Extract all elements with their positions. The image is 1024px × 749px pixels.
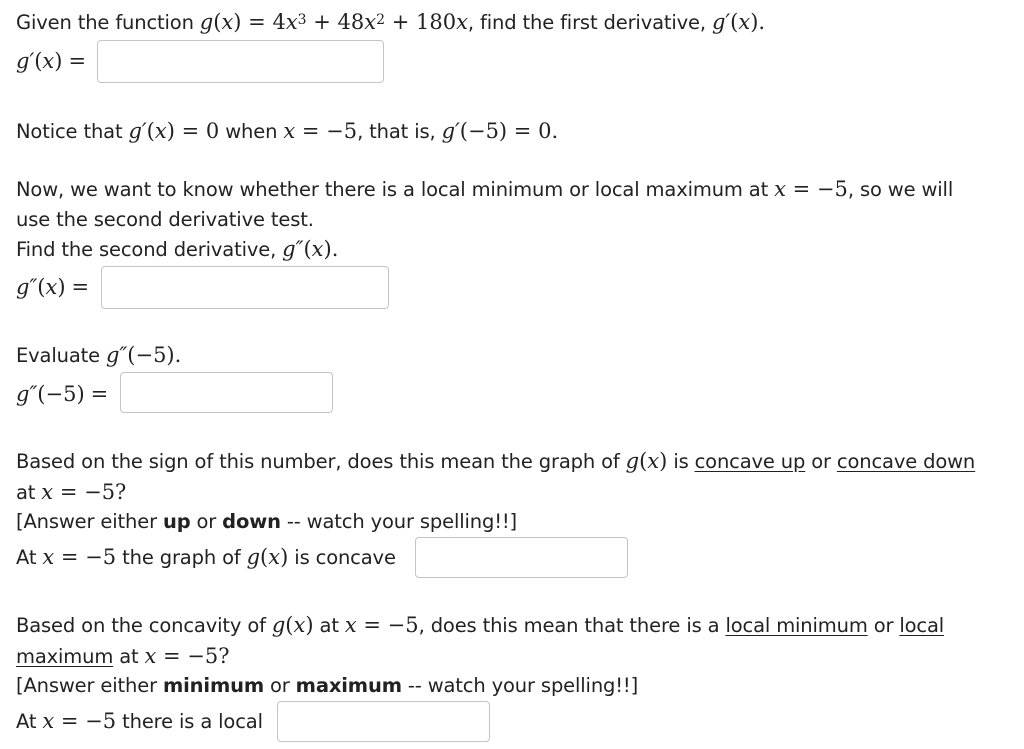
q5-line1-at: at [319, 613, 339, 637]
q5-local-minimum-link[interactable]: local minimum [725, 613, 868, 637]
q4-line1-a: Based on the sign of this number, does this mean the graph of [16, 449, 620, 473]
q5-local-word-link[interactable]: local [899, 613, 945, 637]
q5-line2: maximum at x = −5? [16, 644, 230, 668]
q5-there-is: there is a local [122, 709, 263, 733]
q2-answer-label: g″ [16, 275, 38, 299]
q5-line1-b: , does this mean that there is a [418, 613, 720, 637]
q5-line1: Based on the concavity of g ( x ) at x = −5 , does this mean that there is a local minimum or local [16, 613, 945, 637]
q2-line2-text: use the second derivative test. [16, 207, 314, 231]
q5-at-text: at [119, 644, 139, 668]
notice-neg5: −5 [326, 119, 358, 143]
q4-at-val: −5? [84, 480, 127, 504]
q2-answer-row: g″ ( x ) = [16, 275, 89, 299]
q2-line1-val: −5 [816, 177, 848, 201]
q2-answer-input[interactable] [101, 266, 389, 309]
q4-instr-a: [Answer either [16, 509, 157, 533]
q5-at-prefix: At [16, 709, 37, 733]
q4-at-text: at [16, 480, 36, 504]
notice-prefix: Notice that [16, 119, 123, 143]
q1-coef-c: 180 [415, 10, 457, 34]
q5-instr-end: -- watch your spelling!!] [407, 673, 639, 697]
notice-arg: (−5) [459, 119, 508, 143]
q5-at-val: −5? [187, 644, 230, 668]
notice-when: when [225, 119, 278, 143]
q4-line2: at x = −5? [16, 480, 127, 504]
q3-answer-input[interactable] [120, 372, 333, 413]
q2-line1-text: Now, we want to know whether there is a local minimum or local maximum at [16, 177, 769, 201]
q4-is-concave: is concave [294, 545, 396, 569]
q3-arg: (−5) [127, 343, 175, 367]
q1-var: x [221, 10, 234, 34]
q1-coef-a: 4 [272, 10, 286, 34]
q1-exp-a: 3 [297, 12, 307, 28]
q1-prefix: Given the function [16, 10, 194, 34]
q4-line1: Based on the sign of this number, does this mean the graph of g ( x ) is concave up or concave down [16, 449, 976, 473]
q5-instr-max: maximum [295, 673, 402, 697]
q5-line1-a: Based on the concavity of [16, 613, 266, 637]
q5-answer-row: At x = −5 there is a local [16, 709, 263, 733]
q1-answer-row: g′ ( x ) = [16, 49, 86, 73]
q3-prompt: Evaluate g″ (−5) . [16, 343, 182, 367]
q1-coef-b: 48 [337, 10, 365, 34]
notice-result: 0 [538, 119, 552, 143]
q1-suffix: , find the first derivative, [467, 10, 706, 34]
q5-answer-input[interactable] [277, 701, 490, 742]
q4-concave-down-link[interactable]: concave down [836, 449, 976, 473]
q4-or: or [811, 449, 831, 473]
notice-zero: 0 [205, 119, 220, 143]
q2-line1: Now, we want to know whether there is a local minimum or local maximum at x = −5 , so we will [16, 177, 954, 201]
q2-line1-end: , so we will [847, 177, 954, 201]
q4-at-prefix: At [16, 545, 37, 569]
q5-instr-or: or [270, 673, 290, 697]
q1-var-b: x [364, 10, 377, 34]
q4-instr-up: up [162, 509, 191, 533]
q1-func-name: g [199, 10, 214, 34]
q4-line1-b: is [673, 449, 689, 473]
notice-that-is: , that is, [357, 119, 436, 143]
q4-instr-down: down [222, 509, 281, 533]
q4-instr-or: or [196, 509, 217, 533]
q4-answer-row: At x = −5 the graph of g ( x ) is concave [16, 545, 396, 569]
q1-var-c: x [456, 10, 468, 34]
q4-answer-input[interactable] [415, 537, 628, 578]
q4-graph-of: the graph of [122, 545, 241, 569]
q2-find: Find the second derivative, g″ ( x ). [16, 237, 339, 261]
q4-concave-up-link[interactable]: concave up [694, 449, 806, 473]
q4-instr-end: -- watch your spelling!!] [286, 509, 517, 533]
q1-exp-b: 2 [376, 12, 386, 28]
q3-answer-label: g″ [16, 382, 38, 406]
q5-instr-a: [Answer either [16, 673, 157, 697]
q5-instruction [16, 670, 638, 700]
notice-text: Notice that g′ ( x ) = 0 when x = −5 , that is, g′ (−5) = 0 . [16, 119, 559, 143]
q1-answer-input[interactable] [97, 40, 384, 83]
q5-or: or [873, 613, 894, 637]
q3-answer-arg: (−5) [37, 382, 85, 406]
q1-prompt: Given the function g ( x ) = 4 x $^3$ + 48 x $^2$ + 180 x , find the first derivative, g′ ( x ). [16, 10, 766, 34]
q5-instr-min: minimum [162, 673, 265, 697]
q5-maximum-link[interactable]: maximum [16, 644, 114, 668]
q4-instruction [16, 506, 517, 536]
q3-answer-row: g″ (−5) = [16, 382, 109, 406]
q1-answer-label: g′ [16, 49, 35, 73]
q3-evaluate-text: Evaluate [16, 343, 100, 367]
q2-find-text: Find the second derivative, [16, 237, 277, 261]
q2-line2 [16, 204, 314, 234]
q1-var-a: x [285, 10, 298, 34]
